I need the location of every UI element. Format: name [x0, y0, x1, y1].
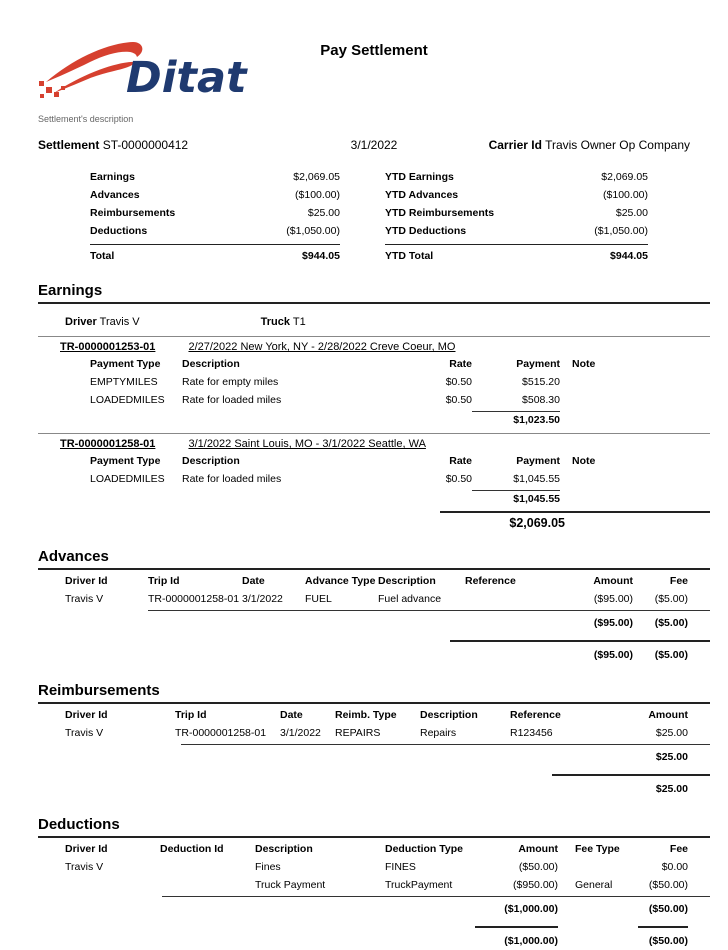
settlement-info-row	[38, 138, 710, 156]
page-title: Pay Settlement	[320, 42, 428, 59]
trip-id: TR-0000001253-01	[60, 341, 156, 353]
summary-total-row: Total $944.05	[90, 244, 340, 264]
driver-truck-row: Driver Travis V Truck T1	[65, 316, 306, 328]
divider	[552, 774, 710, 776]
summary-row: Earnings $2,069.05	[90, 171, 340, 183]
earnings-heading: Earnings	[38, 282, 710, 304]
summary-row: YTD Earnings $2,069.05	[385, 171, 648, 183]
deductions-total-row: ($1,000.00) ($50.00)	[504, 935, 688, 947]
summary-row: Deductions ($1,050.00)	[90, 225, 340, 237]
payment-row: EMPTYMILES Rate for empty miles $0.50 $515.20	[90, 376, 560, 388]
settlement-id: ST-0000000412	[102, 138, 189, 152]
deductions-subtotal-row: ($1,000.00) ($50.00)	[504, 903, 688, 915]
trip-subtotal-row: $1,023.50	[38, 409, 710, 427]
summary-ytd	[385, 168, 648, 264]
settlement-date: 3/1/2022	[350, 138, 398, 152]
deductions-heading: Deductions	[38, 816, 710, 838]
reimbursements-heading: Reimbursements	[38, 682, 710, 704]
deductions-section	[38, 816, 710, 950]
divider	[38, 926, 710, 928]
reimbursements-subtotal-row: $25.00	[655, 751, 688, 763]
trip-route: 3/1/2022 Saint Louis, MO - 3/1/2022 Seattle, WA	[188, 438, 426, 450]
logo-wordmark: Ditat	[126, 53, 247, 102]
payments-header-row: Payment Type Description Rate Payment Note	[90, 358, 596, 370]
reimbursement-row: Travis V TR-0000001258-01 3/1/2022 REPAIRS Repairs R123456 $25.00	[65, 727, 688, 739]
trip-id: TR-0000001258-01	[60, 438, 156, 450]
reimbursements-header-row: Driver Id Trip Id Date Reimb. Type Description Reference Amount	[65, 709, 688, 721]
trip-group	[38, 336, 710, 427]
reimbursements-section	[38, 682, 710, 798]
divider	[181, 744, 710, 745]
carrier-name: Travis Owner Op Company	[545, 138, 690, 152]
summary-table	[38, 168, 710, 264]
trip-group	[38, 433, 710, 506]
summary-row: YTD Advances ($100.00)	[385, 189, 648, 201]
deduction-row: Travis V Fines FINES ($50.00) $0.00	[65, 861, 688, 873]
earnings-section	[38, 282, 710, 530]
driver-name: Travis V	[99, 316, 140, 328]
divider	[450, 640, 710, 642]
document-header	[38, 30, 710, 108]
earnings-total-row: $2,069.05	[440, 511, 710, 530]
payments-header-row: Payment Type Description Rate Payment Note	[90, 455, 596, 467]
deduction-row: Truck Payment TruckPayment ($950.00) General ($50.00)	[255, 879, 688, 891]
advance-row: Travis V TR-0000001258-01 3/1/2022 FUEL Fuel advance ($95.00) ($5.00)	[65, 593, 688, 605]
carrier-id-label: Carrier Id	[488, 138, 542, 152]
advances-section	[38, 548, 710, 664]
advances-header-row: Driver Id Trip Id Date Advance Type Description Reference Amount Fee	[65, 575, 688, 587]
ditat-logo	[38, 30, 266, 102]
settlement-label: Settlement	[38, 138, 100, 152]
advances-heading: Advances	[38, 548, 710, 570]
truck-id: T1	[292, 316, 306, 328]
summary-row: YTD Reimbursements $25.00	[385, 207, 648, 219]
summary-current	[90, 168, 340, 264]
payment-row: LOADEDMILES Rate for loaded miles $0.50 $508.30	[90, 394, 560, 406]
advances-total-row: ($95.00) ($5.00)	[593, 649, 688, 661]
deductions-header-row: Driver Id Deduction Id Description Deduction Type Amount Fee Type Fee	[65, 843, 688, 855]
divider	[148, 610, 710, 611]
divider	[162, 896, 710, 897]
advances-subtotal-row: ($95.00) ($5.00)	[593, 617, 688, 629]
settlement-description: Settlement's description	[38, 114, 134, 124]
reimbursements-total-row: $25.00	[655, 783, 688, 795]
summary-row: YTD Deductions ($1,050.00)	[385, 225, 648, 237]
payment-row: LOADEDMILES Rate for loaded miles $0.50 $1,045.55	[90, 473, 560, 485]
summary-row: Reimbursements $25.00	[90, 207, 340, 219]
trip-subtotal-row: $1,045.55	[38, 488, 710, 506]
trip-route: 2/27/2022 New York, NY - 2/28/2022 Creve Coeur, MO	[188, 341, 456, 353]
summary-row: Advances ($100.00)	[90, 189, 340, 201]
summary-total-row: YTD Total $944.05	[385, 244, 648, 264]
